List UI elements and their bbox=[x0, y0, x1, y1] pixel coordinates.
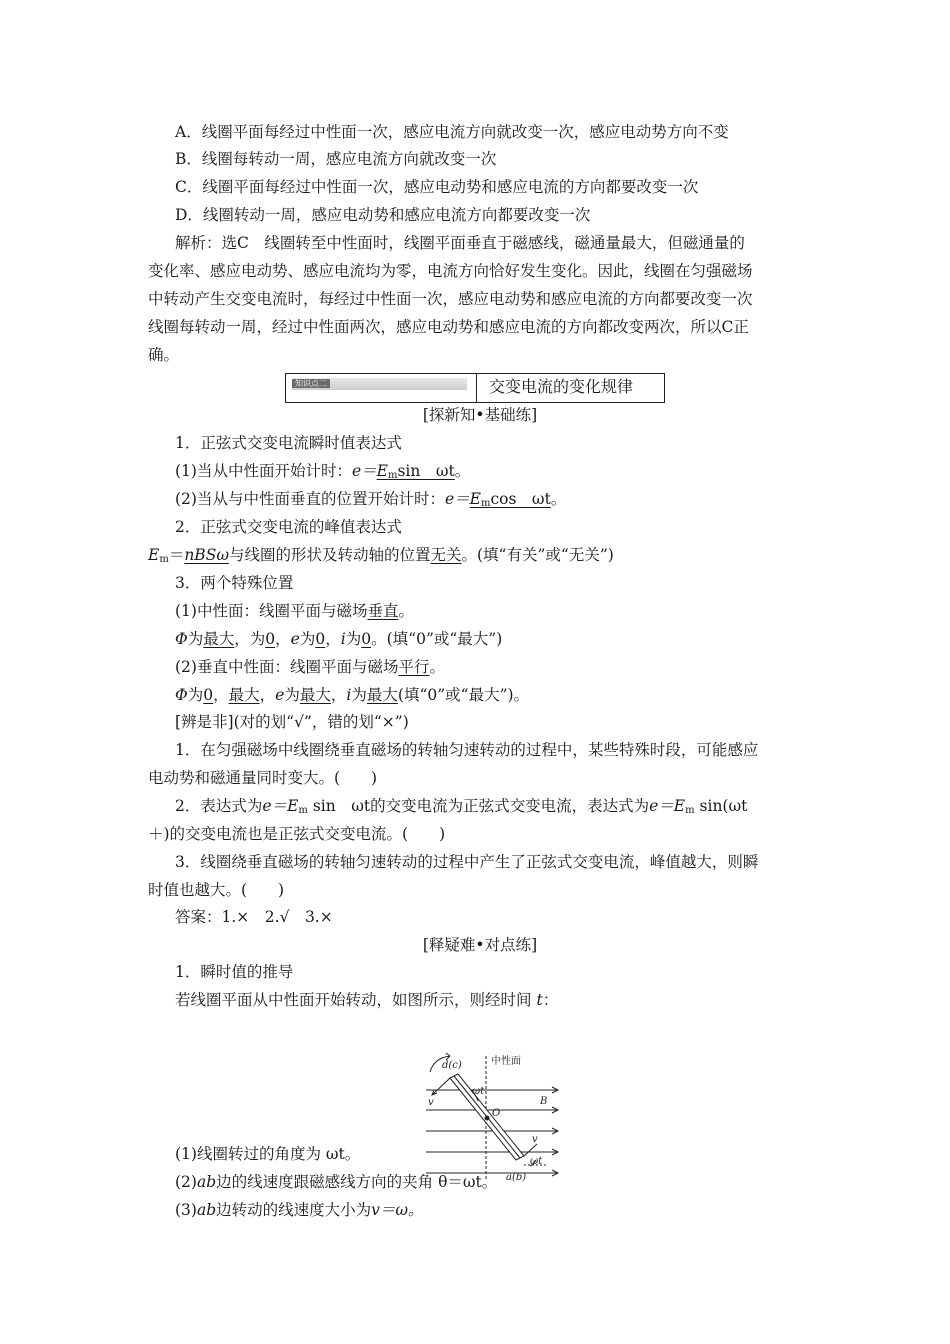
part2-p2: (2)ab边的线速度跟磁感线方向的夹角 θ＝ωt。 bbox=[175, 1173, 498, 1191]
part1-item1-a: (1)当从中性面开始计时：$e=E_m\sin$ ωt。 bbox=[175, 462, 471, 481]
section-tag bbox=[286, 374, 477, 402]
option-b: B．线圈每转动一周，感应电流方向就改变一次 bbox=[175, 150, 497, 168]
part1-item1-b: (2)当从与中性面垂直的位置开始计时：$e=E_m\cos$ ωt。 bbox=[175, 490, 567, 509]
section-tag-label: 知识点二 bbox=[292, 379, 330, 388]
label-v-right: v bbox=[532, 1134, 538, 1145]
judge1-line2: 电动势和磁通量同时变大。( ) bbox=[148, 769, 378, 787]
label-neutral-plane: 中性面 bbox=[491, 1056, 521, 1067]
judge3-line2: 时值也越大。( ) bbox=[148, 881, 285, 899]
analysis-line-3: 中转动产生交变电流时，每经过中性面一次，感应电动势和感应电流的方向都要改变一次 bbox=[148, 290, 753, 308]
part2-p1: (1)线圈转过的角度为 ωt。 bbox=[175, 1145, 361, 1163]
section-title: 交变电流的变化规律 bbox=[489, 377, 634, 396]
judge3-line1: 3．线圈绕垂直磁场的转轴匀速转动的过程中产生了正弦式交变电流，峰值越大，则瞬 bbox=[175, 853, 759, 871]
part1-item3-b-values: Φ为0，最大，e为最大，i为最大(填“0”或“最大”)。 bbox=[175, 686, 530, 704]
answer-cos: $E_m\cos$ ωt bbox=[469, 490, 551, 509]
judge-title: [辨是非](对的划“√”，错的划“×”) bbox=[175, 713, 409, 731]
part1-item3-a: (1)中性面：线圈平面与磁场垂直。 bbox=[175, 602, 414, 620]
option-d: D．线圈转动一周，感应电动势和感应电流方向都要改变一次 bbox=[175, 206, 591, 224]
label-dc: d(c) bbox=[442, 1060, 462, 1071]
part1-item3-b: (2)垂直中性面：线圈平面与磁场平行。 bbox=[175, 658, 445, 676]
part1-heading: [探新知•基础练] bbox=[422, 406, 538, 424]
part2-item1-title: 1．瞬时值的推导 bbox=[175, 963, 294, 981]
judge-answer: 答案：1.× 2.√ 3.× bbox=[175, 908, 333, 926]
analysis-line-2: 变化率、感应电动势、感应电流均为零，电流方向恰好发生变化。因此，线圈在匀强磁场 bbox=[148, 262, 753, 280]
part1-item2-eq: $E_m=nBS\omega$与线圈的形状及转动轴的位置无关。(填“有关”或“无关”) bbox=[148, 546, 614, 565]
analysis-line-1: 解析：选C 线圈转至中性面时，线圈平面垂直于磁感线，磁通量最大，但磁通量的 bbox=[175, 234, 745, 252]
section-header-box bbox=[285, 373, 665, 403]
option-c: C．线圈平面每经过中性面一次，感应电动势和感应电流的方向都要改变一次 bbox=[175, 178, 699, 196]
label-omega-t-bottom: ωt bbox=[530, 1156, 543, 1167]
part2-heading: [释疑难•对点练] bbox=[422, 936, 538, 954]
part1-item1-title: 1．正弦式交变电流瞬时值表达式 bbox=[175, 434, 402, 452]
part1-item2-title: 2．正弦式交变电流的峰值表达式 bbox=[175, 518, 402, 536]
judge2-line1: 2．表达式为$e=E_m$ sin ωt的交变电流为正弦式交变电流，表达式为$e=E_m$ sin(ωt bbox=[175, 797, 748, 816]
answer-sin: $E_m\sin$ ωt bbox=[376, 462, 455, 481]
analysis-line-4: 线圈每转动一周，经过中性面两次，感应电动势和感应电流的方向都改变两次，所以C正 bbox=[148, 318, 749, 336]
part2-intro: 若线圈平面从中性面开始转动，如图所示，则经时间 t： bbox=[175, 991, 559, 1009]
judge1-line1: 1．在匀强磁场中线圈绕垂直磁场的转轴匀速转动的过程中，某些特殊时段，可能感应 bbox=[175, 741, 759, 759]
label-B: B bbox=[540, 1096, 548, 1107]
label-omega-t-top: ωt bbox=[472, 1086, 485, 1097]
label-v-left: v bbox=[428, 1097, 434, 1108]
label-ab: a(b) bbox=[506, 1172, 527, 1183]
label-O: O bbox=[492, 1108, 501, 1119]
part1-item3-a-values: Φ为最大，为0，e为0，i为0。(填“0”或“最大”) bbox=[175, 630, 503, 648]
judge2-line2: ＋)的交变电流也是正弦式交变电流。( ) bbox=[148, 825, 446, 843]
part2-p3: (3)ab边转动的线速度大小为v＝ω。 bbox=[175, 1201, 424, 1219]
option-a: A．线圈平面每经过中性面一次，感应电流方向就改变一次，感应电动势方向不变 bbox=[175, 123, 729, 141]
analysis-line-5: 确。 bbox=[148, 346, 180, 364]
part1-item3-title: 3．两个特殊位置 bbox=[175, 574, 294, 592]
